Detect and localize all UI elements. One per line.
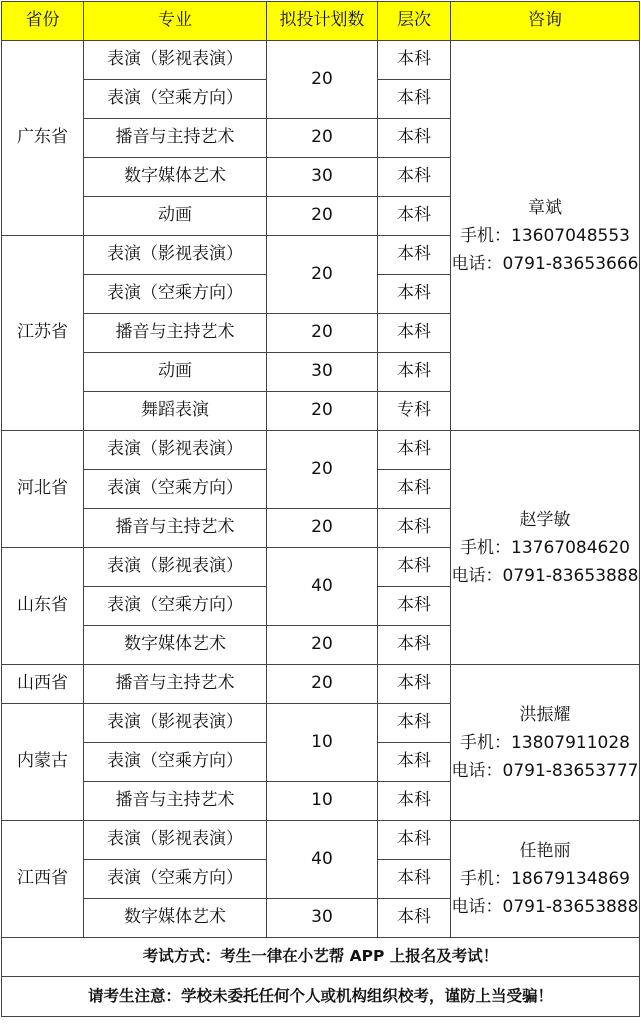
major-cell: 表演（影视表演）: [84, 41, 267, 80]
major-cell: 表演（空乘方向）: [84, 860, 267, 899]
province-cell: 江苏省: [2, 236, 84, 431]
contact-name: 洪振耀: [519, 704, 571, 725]
contact-cell: [451, 665, 640, 821]
major-cell: 表演（空乘方向）: [84, 743, 267, 782]
plan-cell: 10: [267, 704, 378, 782]
table-row: [2, 41, 640, 80]
exam-method-note: 考试方式：考生一律在小艺帮 APP 上报名及考试！: [2, 938, 640, 977]
major-cell: 表演（空乘方向）: [84, 275, 267, 314]
fraud-notice: 请考生注意：学校未委托任何个人或机构组织校考，谨防上当受骗！: [2, 977, 640, 1017]
enrollment-plan-table: [1, 1, 640, 1017]
level-cell: 本科: [378, 626, 451, 665]
major-cell: 表演（空乘方向）: [84, 80, 267, 119]
major-cell: 表演（空乘方向）: [84, 587, 267, 626]
major-cell: 表演（影视表演）: [84, 704, 267, 743]
contact-phone: 电话：0791-83653777: [451, 760, 639, 781]
plan-cell: 40: [267, 548, 378, 626]
header-contact: 咨询: [451, 2, 640, 41]
major-cell: 播音与主持艺术: [84, 119, 267, 158]
contact-name: 赵学敏: [519, 509, 571, 530]
province-cell: 河北省: [2, 431, 84, 548]
level-cell: 本科: [378, 431, 451, 470]
plan-cell: 10: [267, 782, 378, 821]
level-cell: 专科: [378, 392, 451, 431]
province-cell: 山西省: [2, 665, 84, 704]
contact-mobile: 手机：13807911028: [460, 732, 630, 753]
plan-cell: 20: [267, 392, 378, 431]
level-cell: 本科: [378, 743, 451, 782]
level-cell: 本科: [378, 899, 451, 938]
level-cell: 本科: [378, 197, 451, 236]
contact-phone: 电话：0791-83653888: [451, 565, 639, 586]
level-cell: 本科: [378, 860, 451, 899]
level-cell: 本科: [378, 41, 451, 80]
contact-cell: [451, 821, 640, 938]
major-cell: 播音与主持艺术: [84, 665, 267, 704]
level-cell: 本科: [378, 665, 451, 704]
major-cell: 表演（影视表演）: [84, 236, 267, 275]
table-row: [2, 431, 640, 470]
contact-name: 章斌: [528, 197, 562, 218]
plan-cell: 20: [267, 197, 378, 236]
plan-cell: 20: [267, 626, 378, 665]
contact-mobile: 手机：18679134869: [460, 869, 630, 889]
plan-cell: 20: [267, 314, 378, 353]
plan-cell: 40: [267, 821, 378, 899]
contact-cell: [451, 431, 640, 665]
exam-method-row: [2, 938, 640, 977]
table-row: [2, 821, 640, 860]
province-cell: 内蒙古: [2, 704, 84, 821]
table-header-row: [2, 2, 640, 41]
notice-row: [2, 977, 640, 1017]
plan-cell: 30: [267, 353, 378, 392]
contact-cell: [451, 41, 640, 431]
header-level: 层次: [378, 2, 451, 41]
plan-cell: 20: [267, 509, 378, 548]
major-cell: 播音与主持艺术: [84, 782, 267, 821]
major-cell: 舞蹈表演: [84, 392, 267, 431]
major-cell: 表演（影视表演）: [84, 821, 267, 860]
major-cell: 数字媒体艺术: [84, 158, 267, 197]
table-row: [2, 665, 640, 704]
header-plan: 拟投计划数: [267, 2, 378, 41]
contact-phone: 电话：0791-83653888: [451, 897, 639, 917]
major-cell: 动画: [84, 353, 267, 392]
level-cell: 本科: [378, 509, 451, 548]
plan-cell: 20: [267, 236, 378, 314]
major-cell: 数字媒体艺术: [84, 626, 267, 665]
major-cell: 播音与主持艺术: [84, 314, 267, 353]
level-cell: 本科: [378, 158, 451, 197]
level-cell: 本科: [378, 80, 451, 119]
level-cell: 本科: [378, 782, 451, 821]
plan-cell: 20: [267, 431, 378, 509]
level-cell: 本科: [378, 704, 451, 743]
contact-phone: 电话：0791-83653666: [451, 253, 639, 274]
plan-cell: 20: [267, 119, 378, 158]
header-major: 专业: [84, 2, 267, 41]
plan-cell: 30: [267, 158, 378, 197]
major-cell: 动画: [84, 197, 267, 236]
major-cell: 表演（影视表演）: [84, 431, 267, 470]
level-cell: 本科: [378, 548, 451, 587]
level-cell: 本科: [378, 314, 451, 353]
level-cell: 本科: [378, 236, 451, 275]
major-cell: 表演（空乘方向）: [84, 470, 267, 509]
level-cell: 本科: [378, 275, 451, 314]
province-cell: 山东省: [2, 548, 84, 665]
contact-name: 任艳丽: [519, 841, 571, 861]
level-cell: 本科: [378, 821, 451, 860]
header-province: 省份: [2, 2, 84, 41]
province-cell: 江西省: [2, 821, 84, 938]
major-cell: 表演（影视表演）: [84, 548, 267, 587]
province-cell: 广东省: [2, 41, 84, 236]
plan-cell: 20: [267, 41, 378, 119]
major-cell: 数字媒体艺术: [84, 899, 267, 938]
contact-mobile: 手机：13607048553: [460, 225, 630, 246]
level-cell: 本科: [378, 353, 451, 392]
plan-cell: 20: [267, 665, 378, 704]
plan-cell: 30: [267, 899, 378, 938]
level-cell: 本科: [378, 470, 451, 509]
level-cell: 本科: [378, 119, 451, 158]
contact-mobile: 手机：13767084620: [460, 537, 630, 558]
level-cell: 本科: [378, 587, 451, 626]
major-cell: 播音与主持艺术: [84, 509, 267, 548]
